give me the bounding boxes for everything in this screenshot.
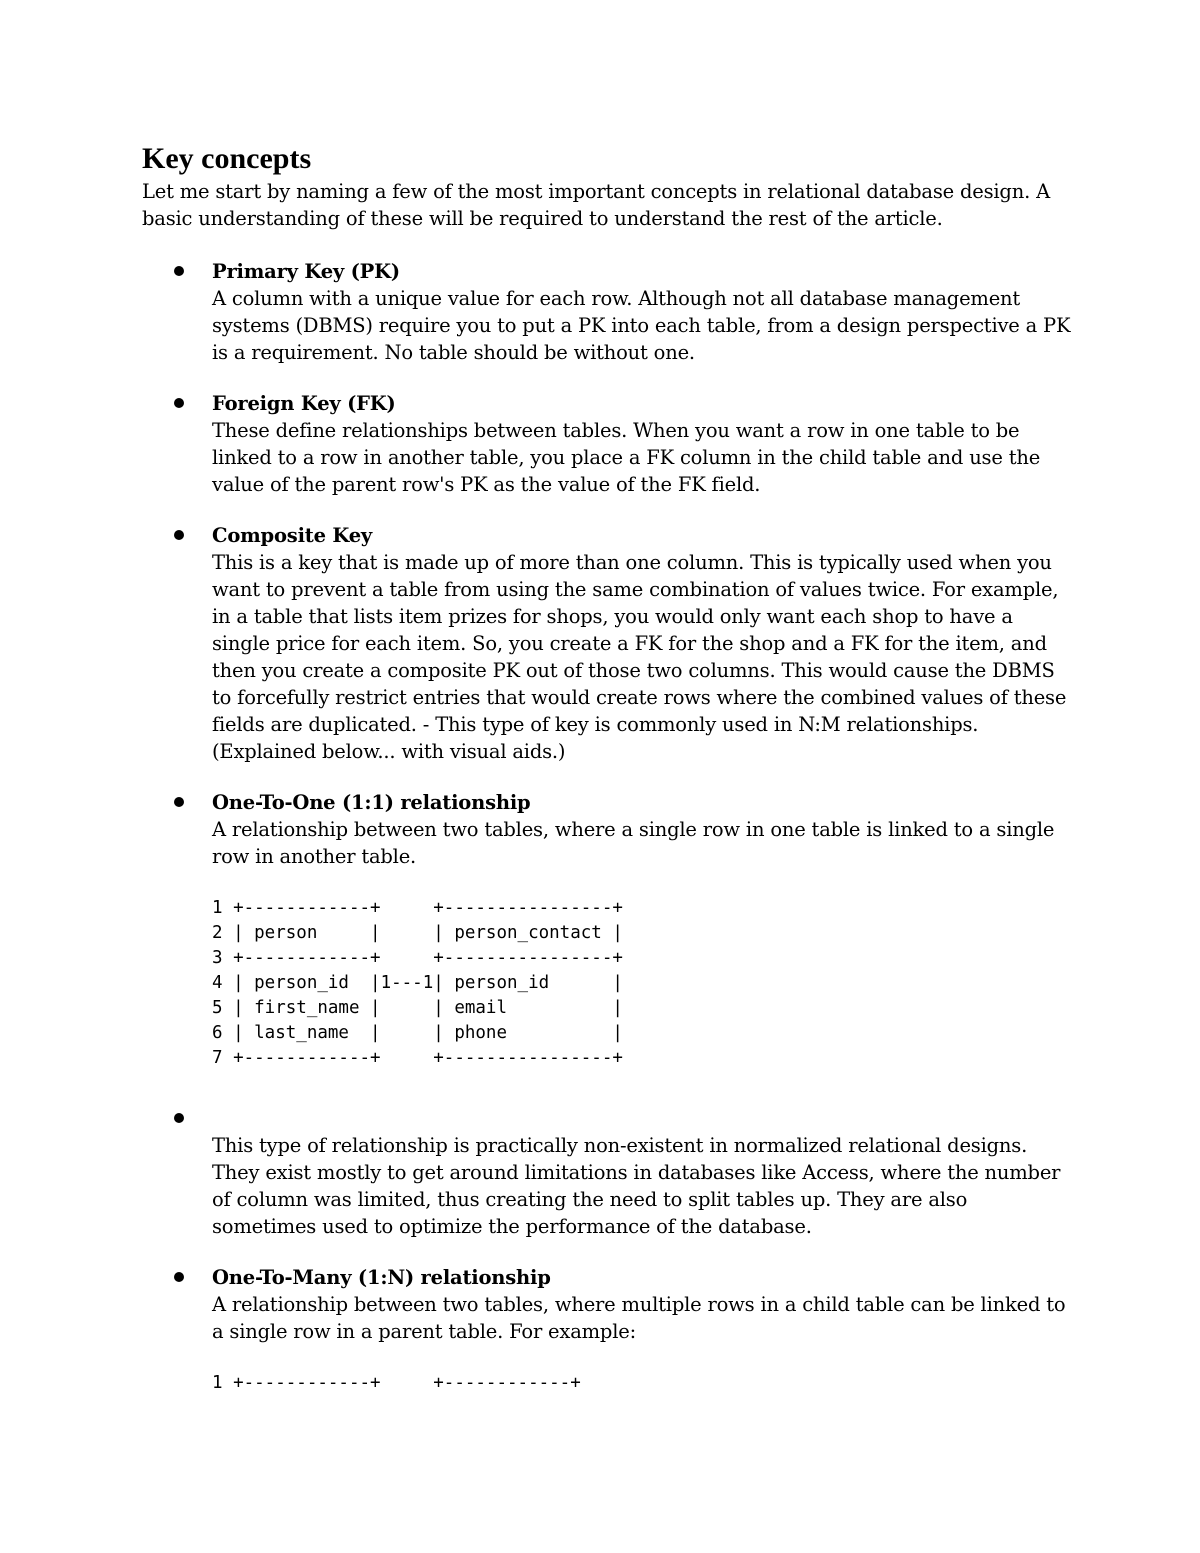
term-description: These define relationships between tables. When you want a row in one table to be linked to a row in another table, you place a FK column in the child table and use the value of the parent row's PK as the value of the FK field.	[212, 419, 1041, 496]
bullet-icon	[174, 1272, 184, 1282]
list-item-one-to-one	[142, 789, 1072, 1071]
list-item-foreign-key	[142, 390, 1072, 498]
term-description: A relationship between two tables, where a single row in one table is linked to a single row in another table.	[212, 818, 1055, 868]
term-description: A column with a unique value for each row. Although not all database management systems (DBMS) require you to put a PK into each table, from a design perspective a PK is a requirement. No table should be without one.	[212, 287, 1071, 364]
term-heading: One-To-One (1:1) relationship	[212, 791, 531, 814]
bullet-icon	[174, 398, 184, 408]
list-item-composite-key	[142, 522, 1072, 765]
code-block-one-to-one: 1 +------------+ +----------------+ 2 | person | | person_contact | 3 +------------+ +----------------+ 4 | person_id |1---1| person_id | 5 | first_name | | email | 6 | last_name | | phone | 7 +------------+ +----------------+	[212, 898, 623, 1068]
page-title: Key concepts	[142, 142, 312, 175]
term-heading: Foreign Key (FK)	[212, 392, 396, 415]
term-description: A relationship between two tables, where multiple rows in a child table can be linked to a single row in a parent table. For example:	[212, 1293, 1066, 1343]
list-item-one-to-one-note	[142, 1105, 1072, 1240]
bullet-icon	[174, 797, 184, 807]
term-description: This type of relationship is practically non-existent in normalized relational designs. They exist mostly to get around limitations in databases like Access, where the number of column was limited, thus creating the need to split tables up. They are also sometimes used to optimize the performance of the database.	[212, 1134, 1061, 1238]
concepts-list	[142, 258, 1072, 1396]
list-item-primary-key	[142, 258, 1072, 366]
term-description: This is a key that is made up of more than one column. This is typically used when you want to prevent a table from using the same combination of values twice. For example, in a table that lists item prizes for shops, you would only want each shop to have a single price for each item. So, you create a FK for the shop and a FK for the item, and then you create a composite PK out of those two columns. This would cause the DBMS to forcefully restrict entries that would create rows where the combined values of these fields are duplicated. - This type of key is commonly used in N:M relationships. (Explained below... with visual aids.)	[212, 551, 1067, 763]
term-heading: Primary Key (PK)	[212, 260, 400, 283]
code-block-one-to-many: 1 +------------+ +------------+	[212, 1373, 581, 1393]
term-heading	[212, 1105, 1072, 1132]
bullet-icon	[174, 266, 184, 276]
bullet-icon	[174, 1113, 184, 1123]
list-item-one-to-many	[142, 1264, 1072, 1396]
term-heading: Composite Key	[212, 524, 373, 547]
document-page	[142, 140, 1072, 1420]
intro-paragraph: Let me start by naming a few of the most important concepts in relational database design. A basic understanding of these will be required to understand the rest of the article.	[142, 180, 1050, 230]
bullet-icon	[174, 530, 184, 540]
term-heading: One-To-Many (1:N) relationship	[212, 1266, 551, 1289]
